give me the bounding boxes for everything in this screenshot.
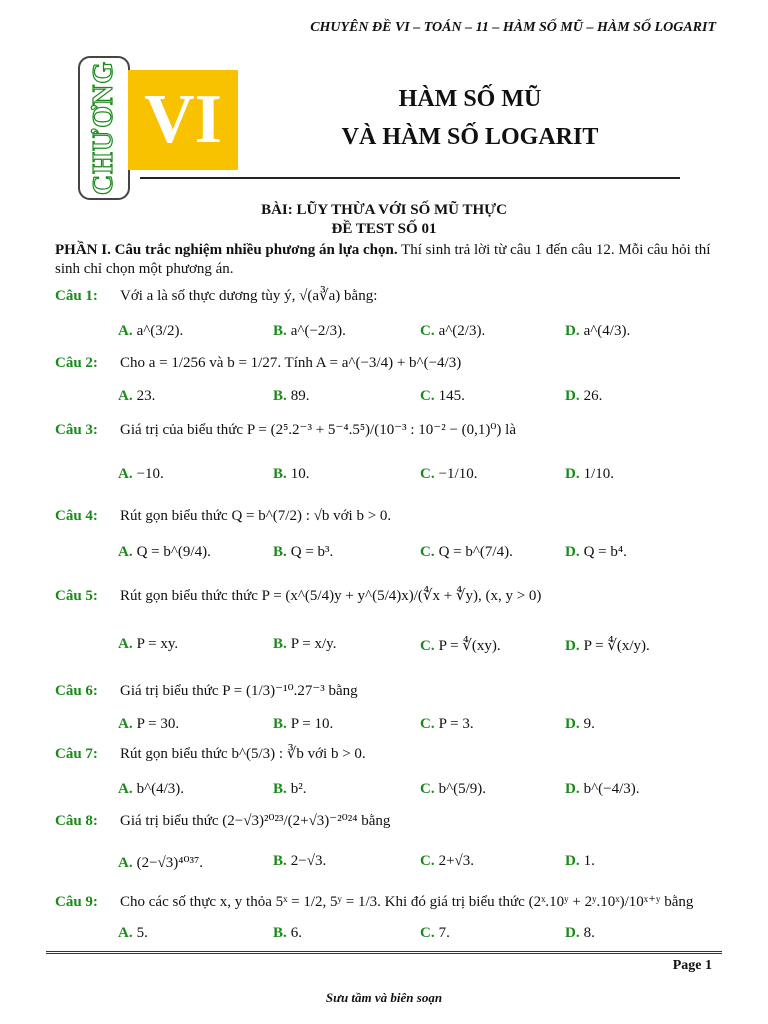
option-text: P = ∜(x/y). (583, 638, 650, 654)
option-text: P = 30. (136, 716, 180, 732)
option-letter: C. (420, 466, 435, 482)
question-label: Câu 5: (55, 588, 98, 604)
option-letter: C. (420, 781, 435, 797)
option-text: Q = b^(7/4). (438, 544, 513, 560)
option-text: a^(3/2). (136, 323, 184, 339)
question-label: Câu 3: (55, 422, 98, 438)
option-text: a^(2/3). (438, 323, 486, 339)
option-text: P = xy. (136, 636, 179, 652)
answer-option[interactable] (118, 323, 183, 340)
question-stem (55, 420, 516, 439)
test-title: ĐỀ TEST SỐ 01 (331, 221, 437, 237)
question-stem (55, 508, 391, 525)
question-label: Câu 4: (55, 508, 98, 524)
option-text: Q = b⁴. (583, 544, 627, 560)
option-letter: C. (420, 925, 435, 941)
option-text: a^(−2/3). (290, 323, 346, 339)
answer-option[interactable] (118, 853, 203, 872)
option-letter: C. (420, 638, 435, 654)
answer-option[interactable] (565, 544, 627, 561)
option-letter: A. (118, 388, 133, 404)
answer-option[interactable] (273, 544, 333, 561)
section-intro (55, 241, 725, 279)
option-text: Q = b³. (290, 544, 334, 560)
question-stem (55, 586, 541, 605)
chapter-number: VI (128, 70, 238, 170)
option-text: 89. (290, 388, 310, 404)
option-text: 8. (583, 925, 595, 941)
answer-option[interactable] (118, 636, 178, 653)
option-letter: D. (565, 544, 580, 560)
question-stem (55, 355, 461, 372)
option-text: P = ∜(xy). (438, 638, 501, 654)
chapter-vertical-box (78, 56, 130, 200)
option-letter: A. (118, 925, 133, 941)
page-number: Page 1 (672, 958, 712, 973)
option-letter: D. (565, 388, 580, 404)
answer-option[interactable] (565, 781, 640, 798)
answer-option[interactable] (273, 925, 302, 942)
answer-option[interactable] (565, 636, 650, 655)
option-text: 10. (290, 466, 310, 482)
answer-option[interactable] (273, 323, 346, 340)
answer-option[interactable] (420, 925, 450, 942)
option-letter: D. (565, 716, 580, 732)
option-text: P = 3. (438, 716, 474, 732)
option-letter: C. (420, 323, 435, 339)
option-text: Q = b^(9/4). (136, 544, 211, 560)
answer-option[interactable] (273, 388, 310, 405)
answer-option[interactable] (118, 544, 211, 561)
question-stem (55, 286, 377, 305)
answer-option[interactable] (420, 853, 474, 870)
answer-option[interactable] (273, 781, 307, 798)
option-text: 145. (438, 388, 465, 404)
option-letter: D. (565, 323, 580, 339)
option-text: 23. (136, 388, 156, 404)
option-text: 5. (136, 925, 148, 941)
answer-option[interactable] (273, 716, 333, 733)
answer-option[interactable] (565, 853, 595, 870)
question-label: Câu 6: (55, 683, 98, 699)
question-text: Giá trị biểu thức P = (1/3)⁻¹⁰.27⁻³ bằng (120, 683, 358, 699)
option-letter: A. (118, 544, 133, 560)
question-label: Câu 8: (55, 813, 98, 829)
option-letter: D. (565, 925, 580, 941)
option-letter: D. (565, 466, 580, 482)
option-text: b^(4/3). (136, 781, 185, 797)
option-text: 26. (583, 388, 603, 404)
question-stem (55, 681, 358, 700)
option-letter: B. (273, 853, 287, 869)
option-letter: B. (273, 716, 287, 732)
question-text: Rút gọn biểu thức Q = b^(7/2) : √b với b > 0. (120, 508, 392, 524)
option-letter: A. (118, 323, 133, 339)
answer-option[interactable] (420, 544, 513, 561)
option-letter: A. (118, 781, 133, 797)
option-text: 6. (290, 925, 303, 941)
answer-option[interactable] (420, 388, 465, 405)
section-intro-text: Thí sinh trả lời từ câu 1 đến câu 12. Mỗi câu hỏi thí sinh chỉ chọn một phương án. (55, 242, 711, 277)
answer-option[interactable] (273, 466, 310, 483)
answer-option[interactable] (118, 466, 164, 483)
question-text: Giá trị của biểu thức P = (2⁵.2⁻³ + 5⁻⁴.5⁵)/(10⁻³ : 10⁻² − (0,1)⁰) là (120, 422, 516, 438)
question-label: Câu 2: (55, 355, 98, 371)
option-letter: A. (118, 636, 133, 652)
option-letter: C. (420, 716, 435, 732)
answer-option[interactable] (118, 388, 155, 405)
option-text: P = x/y. (290, 636, 337, 652)
option-letter: B. (273, 636, 287, 652)
answer-option[interactable] (273, 853, 326, 870)
chapter-vertical-label: CHƯƠNG (88, 60, 119, 196)
question-text: Rút gọn biểu thức b^(5/3) : ∛b với b > 0. (120, 746, 366, 762)
answer-option[interactable] (420, 466, 477, 483)
option-text: b^(−4/3). (583, 781, 640, 797)
option-text: b². (290, 781, 307, 797)
question-label: Câu 1: (55, 288, 98, 304)
question-text: Cho a = 1/256 và b = 1/27. Tính A = a^(−3/4) + b^(−4/3) (120, 355, 462, 371)
answer-option[interactable] (420, 716, 474, 733)
option-text: −1/10. (438, 466, 478, 482)
option-text: P = 10. (290, 716, 334, 732)
option-letter: B. (273, 781, 287, 797)
option-letter: D. (565, 638, 580, 654)
option-text: 7. (438, 925, 450, 941)
answer-option[interactable] (565, 716, 595, 733)
question-text: Với a là số thực dương tùy ý, √(a∛a) bằng: (120, 288, 378, 304)
option-text: 2−√3. (290, 853, 327, 869)
option-text: 9. (583, 716, 595, 732)
option-text: 1/10. (583, 466, 615, 482)
answer-option[interactable] (420, 323, 485, 340)
footer-rule (46, 951, 722, 954)
chapter-title-line2: VÀ HÀM SỐ LOGARIT (341, 124, 599, 150)
option-letter: D. (565, 781, 580, 797)
answer-option[interactable] (273, 636, 336, 653)
lesson-title: BÀI: LŨY THỪA VỚI SỐ MŨ THỰC (261, 202, 507, 218)
answer-option[interactable] (118, 781, 184, 798)
question-stem (55, 744, 366, 763)
question-stem (55, 892, 693, 911)
option-letter: C. (420, 388, 435, 404)
question-text: Cho các số thực x, y thỏa 5ˣ = 1/2, 5ʸ = 1/3. Khi đó giá trị biểu thức (2ˣ.10ʸ + 2ʸ.10ˣ)/10ˣ⁺ʸ bằng (120, 894, 694, 910)
title-rule (140, 177, 680, 179)
option-letter: C. (420, 853, 435, 869)
option-text: a^(4/3). (583, 323, 631, 339)
option-letter: B. (273, 544, 287, 560)
question-label: Câu 7: (55, 746, 98, 762)
answer-option[interactable] (565, 925, 595, 942)
option-letter: A. (118, 466, 133, 482)
option-text: 2+√3. (438, 853, 475, 869)
answer-option[interactable] (565, 323, 630, 340)
option-letter: B. (273, 466, 287, 482)
answer-option[interactable] (118, 716, 179, 733)
option-text: (2−√3)⁴⁰³⁷. (136, 855, 203, 871)
question-label: Câu 9: (55, 894, 98, 910)
answer-option[interactable] (118, 925, 148, 942)
option-letter: A. (118, 716, 133, 732)
answer-option[interactable] (565, 466, 614, 483)
answer-option[interactable] (420, 781, 486, 798)
option-letter: A. (118, 855, 133, 871)
option-text: b^(5/9). (438, 781, 487, 797)
option-letter: B. (273, 925, 287, 941)
chapter-title-line1: HÀM SỐ MŨ (398, 86, 542, 112)
option-letter: D. (565, 853, 580, 869)
option-text: 1. (583, 853, 595, 869)
question-stem (55, 811, 390, 830)
footer-credit: Sưu tầm và biên soạn (325, 990, 443, 1005)
answer-option[interactable] (420, 636, 501, 655)
question-text: Giá trị biểu thức (2−√3)²⁰²³/(2+√3)⁻²⁰²⁴ bằng (120, 813, 391, 829)
section-intro-bold: PHẦN I. Câu trắc nghiệm nhiều phương án lựa chọn. (55, 242, 398, 258)
answer-option[interactable] (565, 388, 602, 405)
option-letter: B. (273, 388, 287, 404)
page-header: CHUYÊN ĐỀ VI – TOÁN – 11 – HÀM SỐ MŨ – HÀM SỐ LOGARIT (310, 20, 716, 35)
question-text: Rút gọn biểu thức thức P = (x^(5/4)y + y^(5/4)x)/(∜x + ∜y), (x, y > 0) (120, 588, 542, 604)
option-letter: C. (420, 544, 435, 560)
option-letter: B. (273, 323, 287, 339)
option-text: −10. (136, 466, 164, 482)
